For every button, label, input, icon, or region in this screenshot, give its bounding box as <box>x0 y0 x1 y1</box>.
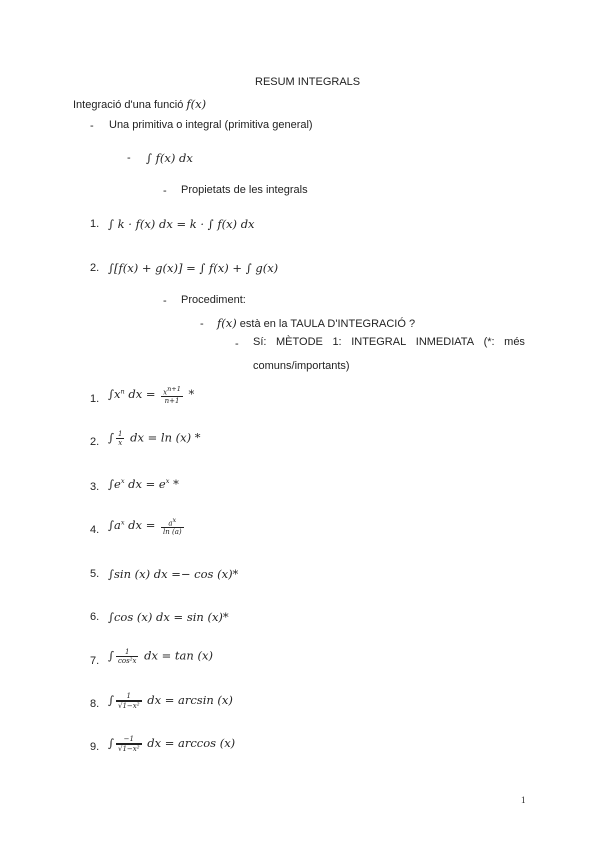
bullet-dash: - <box>200 318 204 330</box>
property-number: 2. <box>90 262 100 274</box>
answer-word: MÈTODE <box>276 336 323 348</box>
primitive-label: Una primitiva o integral (primitiva general) <box>109 119 313 131</box>
procedure-question-text: està en la TAULA D'INTEGRACIÓ ? <box>239 318 416 330</box>
bullet-dash: - <box>127 152 131 164</box>
answer-word: Sí: <box>253 336 267 348</box>
integral-number: 2. <box>90 436 100 448</box>
procedure-label: Procediment: <box>181 294 246 306</box>
property-formula: ∫ k · f(x) dx = k · ∫ f(x) dx <box>108 217 255 231</box>
primitive-expression: ∫ f(x) dx <box>146 151 193 165</box>
integral-number: 3. <box>90 481 100 493</box>
integral-number: 7. <box>90 655 100 667</box>
page-title: RESUM INTEGRALS <box>255 76 361 88</box>
procedure-answer-line2: comuns/importants) <box>253 360 350 372</box>
answer-word: (*: <box>483 336 495 348</box>
bullet-dash: - <box>163 185 167 197</box>
integral-formula-arccos: ∫ $\frac{-1}{\text{√1−x²}}$ dx = arccos (x) <box>108 735 236 753</box>
integral-number: 6. <box>90 611 100 623</box>
integral-number: 8. <box>90 698 100 710</box>
integral-number: 9. <box>90 741 100 753</box>
property-formula: ∫[f(x) + g(x)] = ∫ f(x) + ∫ g(x) <box>108 261 279 275</box>
answer-word: INMEDIATA <box>415 336 475 348</box>
integral-formula-sine: ∫sin (x) dx =− cos (x)* <box>108 567 239 581</box>
bullet-dash: - <box>235 338 239 350</box>
integral-number: 4. <box>90 524 100 536</box>
procedure-question <box>217 316 415 330</box>
integral-number: 5. <box>90 568 100 580</box>
property-number: 1. <box>90 218 100 230</box>
integral-formula-general-exponential: $\int a^x$ dx = $\frac{a^x}{\ln (a)}$ <box>108 516 182 537</box>
integral-number: 1. <box>90 393 100 405</box>
answer-word: 1: <box>332 336 342 348</box>
integral-formula-arcsin: ∫ $\frac{1}{\text{√1−x²}}$ dx = arcsin (x) <box>108 692 233 710</box>
integral-formula-tangent: ∫ $\frac{1}{\text{cos²x}}$ dx = tan (x) <box>108 648 213 665</box>
section-heading-text: Integració d'una funció <box>73 99 184 111</box>
answer-word: més <box>504 336 525 348</box>
procedure-answer-line1 <box>253 336 525 348</box>
procedure-question-fx: f(x) <box>217 316 237 330</box>
integral-formula-cosine: ∫cos (x) dx = sin (x)* <box>108 610 229 624</box>
integral-formula-power: $\int x^n$ dx = $\frac{x^{n+1}}{n+1}$ * <box>108 385 195 406</box>
properties-label: Propietats de les integrals <box>181 184 308 196</box>
integral-formula-exponential: $\int e^x$ dx = $e^x$ * <box>108 477 179 491</box>
integral-formula-reciprocal: ∫ $\frac{1}{x}$ dx = ln (x) * <box>108 430 201 447</box>
bullet-dash: - <box>163 295 167 307</box>
section-heading <box>73 97 206 111</box>
page-number: 1 <box>521 795 526 805</box>
answer-word: INTEGRAL <box>351 336 407 348</box>
bullet-dash: - <box>90 120 94 132</box>
section-heading-fx: f(x) <box>186 97 207 111</box>
